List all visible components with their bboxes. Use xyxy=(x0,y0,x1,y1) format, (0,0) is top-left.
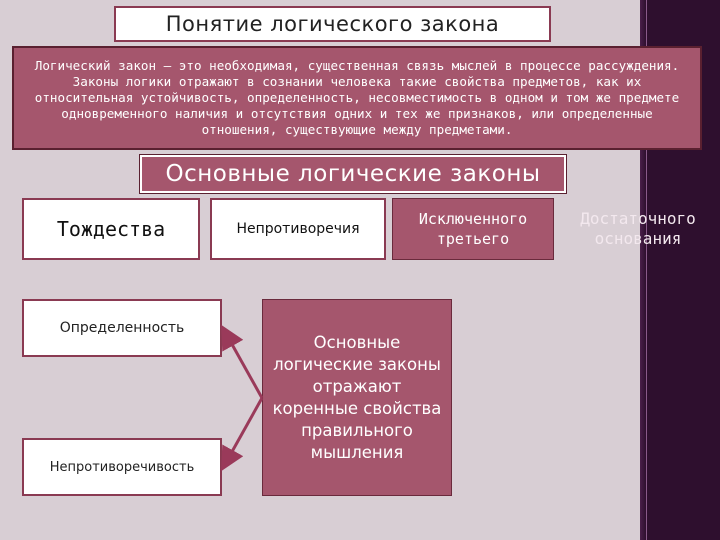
laws-heading: Основные логические законы xyxy=(140,155,566,193)
law-non-contradiction: Непротиворечия xyxy=(210,198,386,260)
arrow-to-definiteness xyxy=(224,330,262,398)
law-excluded-middle: Исключенного третьего xyxy=(392,198,554,260)
law-sufficient-reason: Достаточного основания xyxy=(580,209,696,248)
law-identity: Тождества xyxy=(22,198,200,260)
definition-text: Логический закон – это необходимая, существенная связь мыслей в процессе рассуждения. Законы логики отражают в сознании человека такие свойства предметов, как их относительная устойчивость, определенность, несовместимость в одном и том же предмете одновременного наличия и отсутствия одних и тех же признаков, или определенные отношения, существующие между предметами. xyxy=(12,46,702,150)
arrow-to-consistency xyxy=(224,398,262,466)
slide-title: Понятие логического закона xyxy=(114,6,551,42)
summary-box: Основные логические законы отражают коренные свойства правильного мышления xyxy=(262,299,452,496)
requirement-definiteness: Определенность xyxy=(22,299,222,357)
requirement-consistency: Непротиворечивость xyxy=(22,438,222,496)
